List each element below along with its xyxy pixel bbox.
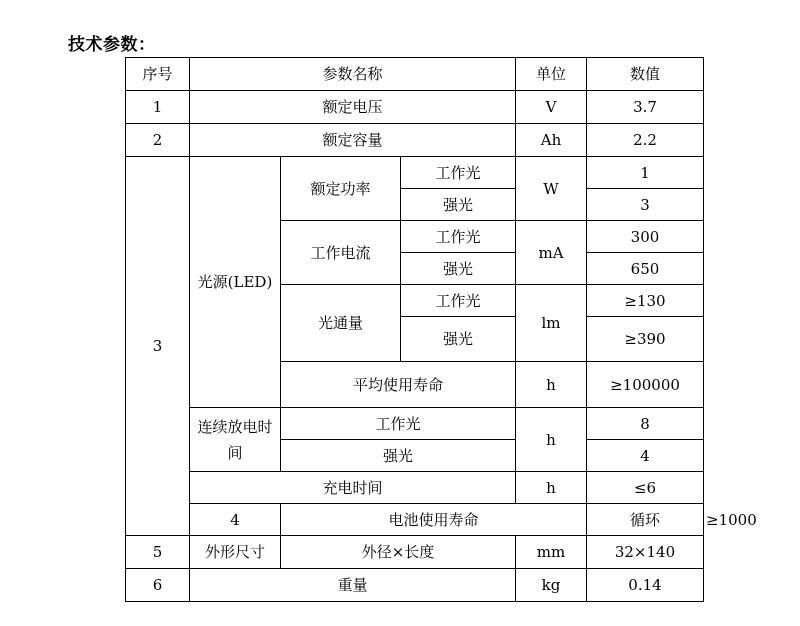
- header-unit: 单位: [516, 58, 587, 91]
- row-no: 6: [126, 569, 190, 602]
- mode-label: 工作光: [401, 285, 516, 317]
- param-name: 连续放电时间: [190, 408, 281, 472]
- param-value: 3.7: [587, 91, 704, 124]
- param-value: 650: [587, 253, 704, 285]
- header-no: 序号: [126, 58, 190, 91]
- param-value: 300: [587, 221, 704, 253]
- param-name: 平均使用寿命: [281, 362, 516, 408]
- table-row: [126, 408, 704, 440]
- param-unit: kg: [516, 569, 587, 602]
- row-no: 4: [190, 504, 281, 536]
- param-name: 充电时间: [190, 472, 516, 504]
- param-unit: lm: [516, 285, 587, 362]
- row-no: 1: [126, 91, 190, 124]
- param-name: 外径×长度: [281, 536, 516, 569]
- mode-label: 强光: [401, 317, 516, 362]
- param-value: 0.14: [587, 569, 704, 602]
- row-no: 5: [126, 536, 190, 569]
- header-value: 数值: [587, 58, 704, 91]
- table-row: [126, 124, 704, 157]
- mode-label: 强光: [401, 253, 516, 285]
- row-no: 3: [126, 157, 190, 536]
- param-name: 光通量: [281, 285, 401, 362]
- row-no: 2: [126, 124, 190, 157]
- param-name: 工作电流: [281, 221, 401, 285]
- param-unit: h: [516, 362, 587, 408]
- param-name: 额定容量: [190, 124, 516, 157]
- mode-label: 工作光: [281, 408, 516, 440]
- param-value: ≥390: [587, 317, 704, 362]
- param-unit: V: [516, 91, 587, 124]
- param-unit: Ah: [516, 124, 587, 157]
- table-row: [126, 157, 704, 189]
- table-row: [126, 569, 704, 602]
- table-row: [126, 472, 704, 504]
- mode-label: 强光: [401, 189, 516, 221]
- group-label: 光源(LED): [190, 157, 281, 408]
- table-header-row: [126, 58, 704, 91]
- param-unit: h: [516, 472, 587, 504]
- param-name: 额定电压: [190, 91, 516, 124]
- param-value: 4: [587, 440, 704, 472]
- table-row: 4 电池使用寿命 循环 ≥1000: [126, 504, 704, 536]
- param-value: 8: [587, 408, 704, 440]
- param-value: 1: [587, 157, 704, 189]
- mode-label: 工作光: [401, 157, 516, 189]
- param-value: 3: [587, 189, 704, 221]
- param-name: 重量: [190, 569, 516, 602]
- param-value: ≥130: [587, 285, 704, 317]
- table-row: [126, 91, 704, 124]
- mode-label: 工作光: [401, 221, 516, 253]
- param-unit: mA: [516, 221, 587, 285]
- spec-table: [125, 57, 757, 602]
- table-row: [126, 536, 704, 569]
- header-name: 参数名称: [190, 58, 516, 91]
- param-unit: W: [516, 157, 587, 221]
- param-value: ≥100000: [587, 362, 704, 408]
- param-name: 电池使用寿命: [281, 504, 587, 536]
- param-value: 2.2: [587, 124, 704, 157]
- param-unit: h: [516, 408, 587, 472]
- group-label: 外形尺寸: [190, 536, 281, 569]
- param-value: ≤6: [587, 472, 704, 504]
- param-name: 额定功率: [281, 157, 401, 221]
- param-unit: 循环: [587, 504, 704, 536]
- param-unit: mm: [516, 536, 587, 569]
- param-value: 32×140: [587, 536, 704, 569]
- mode-label: 强光: [281, 440, 516, 472]
- page-heading: 技术参数：: [68, 35, 156, 55]
